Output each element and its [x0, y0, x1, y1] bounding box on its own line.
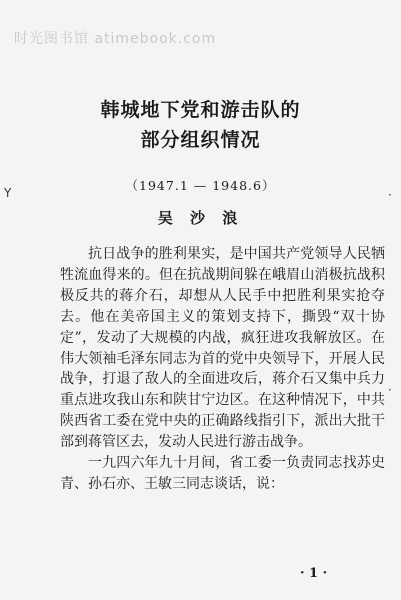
binding-mark: Y [4, 186, 12, 200]
body-paragraph: 抗日战争的胜利果实，是中国共产党领导人民牺牲流血得来的。但在抗战期间躲在峨眉山消极抗战积极反共的蒋介石，却想从人民手中把胜利果实抢夺去。他在美帝国主义的策划支持下，撕毁“双十协定”，发动了大规模的内战，疯狂进攻我解放区。在伟大领袖毛泽东同志为首的党中央领导下，开展人民战争，打退了敌人的全面进攻后，蒋介石又集中兵力重点进攻我山东和陕甘宁边区。在这种情况下，中共陕西省工委在党中央的正确路线指引下，派出大批干部到蒋管区去，发动人民进行游击战争。 [60, 246, 385, 451]
author-name: 吴 沙 浪 [157, 209, 244, 227]
document-body [60, 244, 385, 495]
page-number: · 1 · [300, 566, 328, 581]
binding-mark: · [388, 188, 392, 202]
document-title-line-1: 韩城地下党和游击队的 [100, 99, 301, 121]
date-range: （1947.1 — 1948.6） [125, 178, 276, 193]
body-paragraph: 一九四六年九十月间，省工委一负责同志找苏史青、孙石亦、王敏三同志谈话，说： [60, 455, 385, 492]
document-title-line-2: 部分组织情况 [140, 129, 261, 151]
binding-mark: · [388, 383, 392, 397]
watermark: 时光图书馆 atimebook.com [14, 31, 217, 47]
